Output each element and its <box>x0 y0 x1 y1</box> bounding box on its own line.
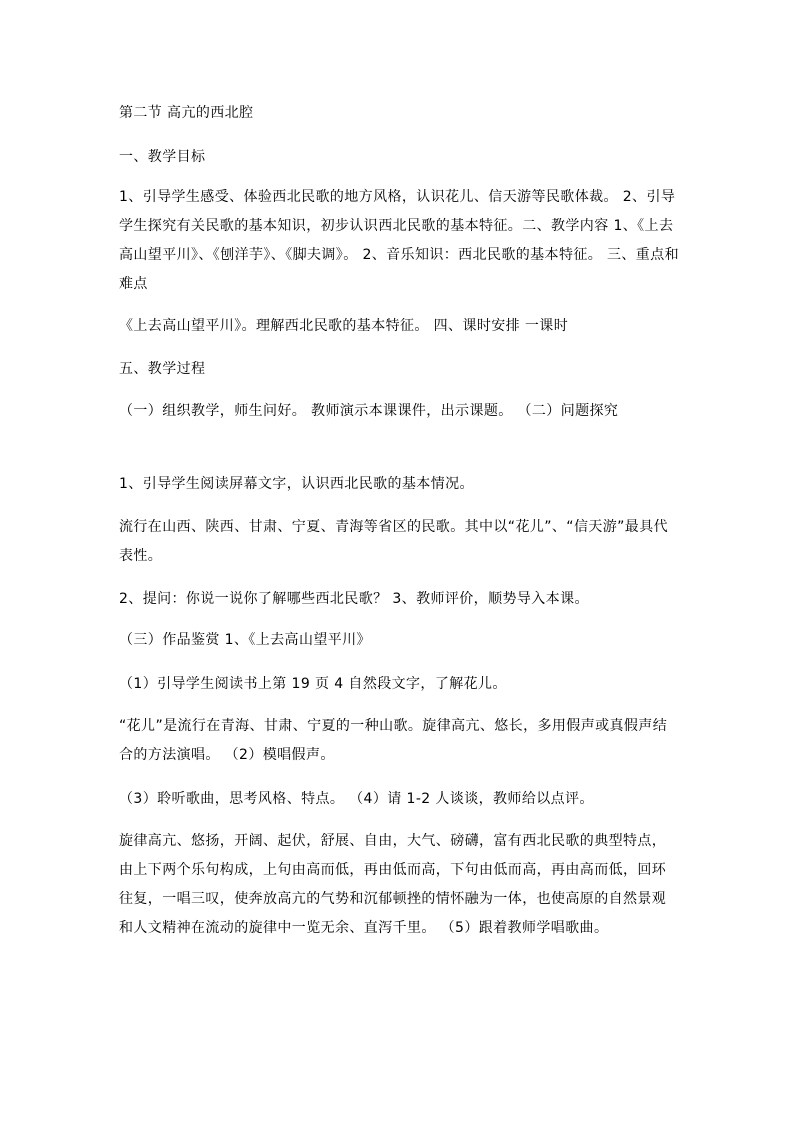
paragraph-work-appreciation: （三）作品鉴赏 1、《上去高山望平川》 <box>119 632 371 648</box>
section-title: 第二节 高亢的西北腔 <box>119 105 254 121</box>
paragraph-read-book: （1）引导学生阅读书上第 19 页 4 自然段文字，了解花儿。 <box>119 676 507 692</box>
paragraph-melody-analysis: 旋律高亢、悠扬，开阔、起伏，舒展、自由，大气、磅礴，富有西北民歌的典型特点，由上下两个乐句构成，上句由高而低，再由低而高，下句由低而高，再由高而低，回环往复，一唱三叹，使奔放高亢的气势和沉郁顿挫的情怀融为一体，也使高原的自然景观和人文精神在流动的旋律中一览无余、直泻千里。 （5）跟着教师学唱歌曲。 <box>119 833 667 936</box>
paragraph-hua-er: “花儿”是流行在青海、甘肃、宁夏的一种山歌。旋律高亢、悠长，多用假声或真假声结合的方法演唱。 （2）模唱假声。 <box>119 718 668 763</box>
heading-teaching-goals: 一、教学目标 <box>119 149 206 165</box>
paragraph-key-points: 《上去高山望平川》。理解西北民歌的基本特征。 四、课时安排 一课时 <box>119 318 569 334</box>
heading-teaching-process: 五、教学过程 <box>119 361 206 377</box>
paragraph-goals-content: 1、引导学生感受、体验西北民歌的地方风格，认识花儿、信天游等民歌体裁。 2、引导学生探究有关民歌的基本知识，初步认识西北民歌的基本特征。二、教学内容 1、《上去高山望平川》、《刨洋芋》、《脚夫调》。 2、音乐知识：西北民歌的基本特征。 三、重点和难点 <box>119 189 680 292</box>
paragraph-folk-song-regions: 流行在山西、陕西、甘肃、宁夏、青海等省区的民歌。其中以“花儿”、“信天游”最具代表性。 <box>119 519 669 564</box>
paragraph-organize-teaching: （一）组织教学，师生问好。 教师演示本课课件，出示课题。 （二）问题探究 <box>119 403 619 419</box>
paragraph-listen-song: （3）聆听歌曲，思考风格、特点。 （4）请 1-2 人谈谈，教师给以点评。 <box>119 791 594 807</box>
paragraph-step-1: 1、引导学生阅读屏幕文字，认识西北民歌的基本情况。 <box>119 476 474 492</box>
paragraph-step-2-3: 2、提问：你说一说你了解哪些西北民歌？ 3、教师评价，顺势导入本课。 <box>119 591 589 607</box>
